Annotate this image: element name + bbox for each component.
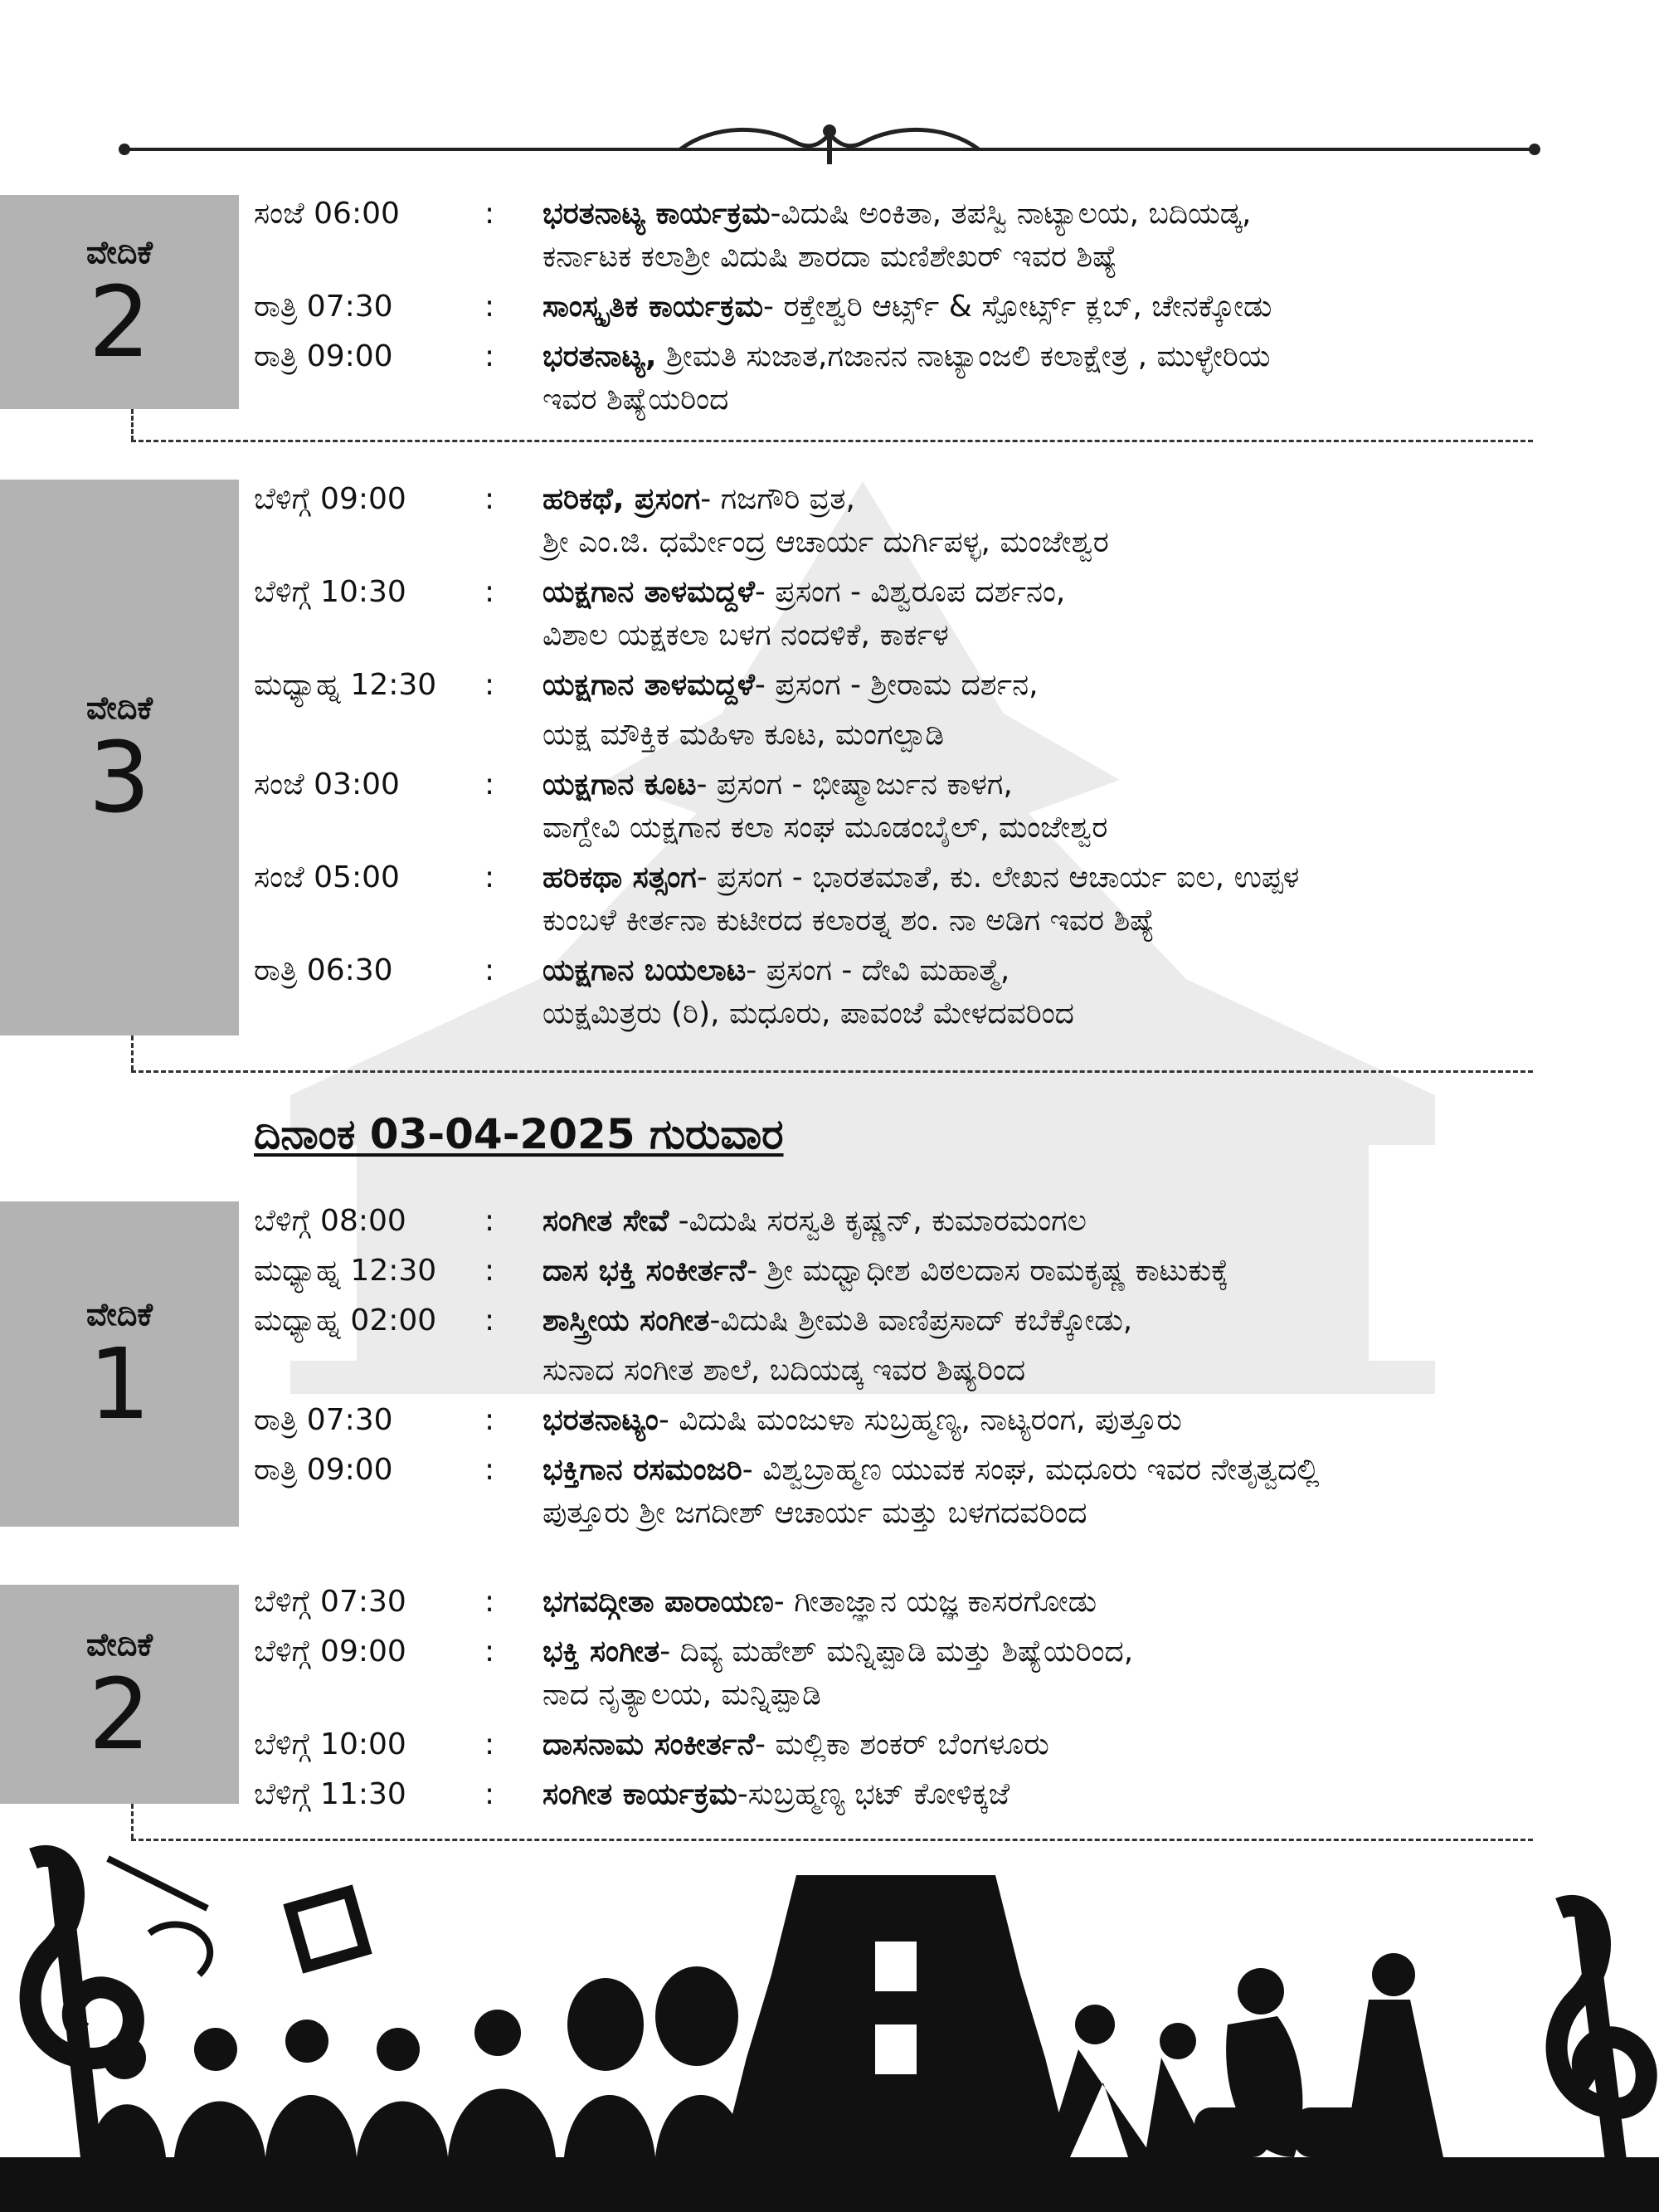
event-title: ಹರಿಕಥೆ, ಪ್ರಸಂಗ — [542, 482, 701, 516]
event-time: ಸಂಜೆ 05:00 — [254, 860, 400, 894]
event-time: ಸಂಜೆ 03:00 — [254, 767, 400, 801]
event-detail: - ಗೀತಾಜ್ಞಾನ ಯಜ್ಞ ಕಾಸರಗೋಡು — [773, 1585, 1097, 1619]
event-time: ಸಂಜೆ 06:00 — [254, 197, 400, 231]
event-title: ಭರತನಾಟ್ಯಂ — [542, 1403, 659, 1437]
event-colon: : — [484, 668, 495, 702]
dash-divider — [131, 1070, 1533, 1073]
event-detail: - ಪ್ರಸಂಗ - ಶ್ರೀರಾಮ ದರ್ಶನ, — [754, 668, 1039, 702]
event-time: ಬೆಳಿಗ್ಗೆ 09:00 — [254, 1635, 406, 1669]
event-detail: -ವಿದುಷಿ ಶ್ರೀಮತಿ ವಾಣಿಪ್ರಸಾದ್ ಕಬೆಕ್ಕೋಡು, — [709, 1303, 1133, 1337]
event-title: ಭಕ್ತಿಗಾನ ರಸಮಂಜರಿ — [542, 1453, 742, 1487]
event-detail-line2: ಪುತ್ತೂರು ಶ್ರೀ ಜಗದೀಶ್ ಆಚಾರ್ಯ ಮತ್ತು ಬಳಗದವರಿಂದ — [542, 1496, 1087, 1530]
event-time: ರಾತ್ರಿ 09:00 — [254, 1453, 393, 1487]
event-detail: - ದಿವ್ಯ ಮಹೇಶ್ ಮನ್ನಿಪ್ಪಾಡಿ ಮತ್ತು ಶಿಷ್ಯೆಯರಿಂದ, — [659, 1635, 1134, 1669]
event-title: ದಾಸ ಭಕ್ತಿ ಸಂಕೀರ್ತನೆ — [542, 1254, 747, 1288]
event-title: ಭರತನಾಟ್ಯ, — [542, 339, 657, 373]
music-notes-icon — [108, 1859, 210, 1975]
event-detail: - ಮಲ್ಲಿಕಾ ಶಂಕರ್ ಬೆಂಗಳೂರು — [755, 1727, 1049, 1761]
event-time: ರಾತ್ರಿ 07:30 — [254, 1403, 393, 1437]
event-title: ಯಕ್ಷಗಾನ ತಾಳಮದ್ದಳೆ — [542, 575, 755, 609]
event-detail-line2: ಸುನಾದ ಸಂಗೀತ ಶಾಲೆ, ಬದಿಯಡ್ಕ ಇವರ ಶಿಷ್ಯರಿಂದ — [542, 1353, 1026, 1387]
event-colon: : — [484, 953, 495, 987]
dash-divider-vertical — [131, 1035, 134, 1070]
event-detail: - ಪ್ರಸಂಗ - ಭೀಷ್ಮಾರ್ಜುನ ಕಾಳಗ, — [696, 767, 1013, 801]
event-colon: : — [484, 1303, 495, 1337]
vedike-label: ವೇದಿಕೆ — [85, 1295, 153, 1333]
event-detail: - ಶ್ರೀ ಮಧ್ವಾಧೀಶ ವಿಠಲದಾಸ ರಾಮಕೃಷ್ಣ ಕಾಟುಕುಕ್ಕೆ — [747, 1254, 1229, 1288]
event-time: ಬೆಳಿಗ್ಗೆ 08:00 — [254, 1204, 406, 1238]
event-detail-line2: ವಿಶಾಲ ಯಕ್ಷಕಲಾ ಬಳಗ ನಂದಳಿಕೆ, ಕಾರ್ಕಳ — [542, 618, 949, 652]
event-detail: -ಸುಬ್ರಹ್ಮಣ್ಯ ಭಟ್ ಕೋಳಿಕ್ಕಜೆ — [737, 1777, 1010, 1811]
event-time: ರಾತ್ರಿ 09:00 — [254, 339, 393, 373]
event-detail: - ಪ್ರಸಂಗ - ಭಾರತಮಾತೆ, ಕು. ಲೇಖನ ಆಚಾರ್ಯ ಐಲ, ಉಪ್ಪಳ — [696, 860, 1300, 894]
event-detail: - ಪ್ರಸಂಗ - ವಿಶ್ವರೂಪ ದರ್ಶನಂ, — [754, 575, 1066, 609]
event-title: ಭರತನಾಟ್ಯ ಕಾರ್ಯಕ್ರಮ — [542, 197, 771, 231]
drum-icon — [290, 1892, 365, 1966]
event-detail-line2: ಕರ್ನಾಟಕ ಕಲಾಶ್ರೀ ವಿದುಷಿ ಶಾರದಾ ಮಣಿಶೇಖರ್ ಇವರ ಶಿಷ್ಯೆ — [542, 240, 1119, 274]
event-colon: : — [484, 860, 495, 894]
vedike-label: ವೇದಿಕೆ — [85, 689, 153, 726]
event-title: ಯಕ್ಷಗಾನ ಬಯಲಾಟ — [542, 953, 747, 987]
event-detail-line2: ನಾದ ನೃತ್ಯಾಲಯ, ಮನ್ನಿಪ್ಪಾಡಿ — [542, 1678, 821, 1712]
event-colon: : — [484, 1635, 495, 1669]
temple-gopuram-icon — [722, 1875, 1070, 2157]
event-detail: - ರಕ್ತೇಶ್ವರಿ ಆರ್ಟ್ಸ್ & ಸ್ಪೋರ್ಟ್ಸ್ ಕ್ಲಬ್, ಚೇನಕ್ಕೋಡು — [763, 290, 1272, 324]
event-time: ರಾತ್ರಿ 06:30 — [254, 953, 393, 987]
event-detail: ಶ್ರೀಮತಿ ಸುಜಾತ,ಗಜಾನನ ನಾಟ್ಯಾಂಜಲಿ ಕಲಾಕ್ಷೇತ್ರ , ಮುಳ್ಳೇರಿಯ — [656, 339, 1271, 373]
event-detail-line2: ವಾಗ್ದೇವಿ ಯಕ್ಷಗಾನ ಕಲಾ ಸಂಘ ಮೂಡಂಬೈಲ್, ಮಂಜೇಶ್ವರ — [542, 811, 1108, 845]
vedike-label: ವೇದಿಕೆ — [85, 233, 153, 270]
event-time: ಬೆಳಿಗ್ಗೆ 11:30 — [254, 1777, 406, 1811]
event-time: ರಾತ್ರಿ 07:30 — [254, 290, 393, 324]
event-title: ದಾಸನಾಮ ಸಂಕೀರ್ತನೆ — [542, 1727, 756, 1761]
event-time: ಬೆಳಿಗ್ಗೆ 10:30 — [254, 575, 406, 609]
top-ornament — [116, 116, 1543, 183]
vedike-number: 2 — [88, 1656, 151, 1771]
event-time: ಬೆಳಿಗ್ಗೆ 09:00 — [254, 482, 406, 516]
event-title: ಯಕ್ಷಗಾನ ಕೂಟ — [542, 767, 697, 801]
event-detail-line2: ಯಕ್ಷಮಿತ್ರರು (ರಿ), ಮಧೂರು, ಪಾವಂಜೆ ಮೇಳದವರಿಂದ — [542, 996, 1074, 1030]
event-detail: -ವಿದುಷಿ ಅಂಕಿತಾ, ತಪಸ್ವಿ ನಾಟ್ಯಾಲಯ, ಬದಿಯಡ್ಕ, — [770, 197, 1252, 231]
vedike-number: 2 — [88, 264, 151, 379]
event-title: ಸಾಂಸ್ಕೃತಿಕ ಕಾರ್ಯಕ್ರಮ — [542, 290, 764, 324]
event-colon: : — [484, 290, 495, 324]
performers-silhouette — [0, 1809, 1659, 2212]
event-colon: : — [484, 1727, 495, 1761]
event-colon: : — [484, 1585, 495, 1619]
dash-divider-vertical — [131, 409, 134, 441]
event-detail-line2: ಶ್ರೀ ಎಂ.ಜಿ. ಧರ್ಮೇಂದ್ರ ಆಚಾರ್ಯ ದುರ್ಗಿಪಳ್ಳ, ಮಂಜೇಶ್ವರ — [542, 525, 1109, 559]
event-detail: - ಪ್ರಸಂಗ - ದೇವಿ ಮಹಾತ್ಮೆ, — [746, 953, 1010, 987]
event-title: ಸಂಗೀತ ಸೇವೆ — [542, 1204, 669, 1238]
event-detail-line2: ಯಕ್ಷ ಮೌಕ್ತಿಕ ಮಹಿಳಾ ಕೂಟ, ಮಂಗಲ್ಪಾಡಿ — [542, 718, 945, 752]
vedike-box — [0, 1201, 239, 1527]
treble-clef-icon — [1557, 1906, 1647, 2174]
event-colon: : — [484, 339, 495, 373]
footer-bar — [0, 2157, 1659, 2212]
event-colon: : — [484, 482, 495, 516]
event-detail: -ವಿದುಷಿ ಸರಸ್ವತಿ ಕೃಷ್ಣನ್, ಕುಮಾರಮಂಗಲ — [669, 1204, 1087, 1238]
event-colon: : — [484, 575, 495, 609]
event-time: ಮಧ್ಯಾಹ್ನ 12:30 — [254, 668, 437, 702]
event-time: ಮಧ್ಯಾಹ್ನ 02:00 — [254, 1303, 437, 1337]
dash-divider — [131, 440, 1533, 442]
event-colon: : — [484, 1254, 495, 1288]
event-title: ಸಂಗೀತ ಕಾರ್ಯಕ್ರಮ — [542, 1777, 737, 1811]
event-time: ಬೆಳಿಗ್ಗೆ 10:00 — [254, 1727, 406, 1761]
event-detail: - ಗಜಗೌರಿ ವ್ರತ, — [700, 482, 855, 516]
event-detail-line2: ಕುಂಬಳೆ ಕೀರ್ತನಾ ಕುಟೀರದ ಕಲಾರತ್ನ ಶಂ. ನಾ ಅಡಿಗ ಇವರ ಶಿಷ್ಯೆ — [542, 904, 1156, 938]
event-title: ಯಕ್ಷಗಾನ ತಾಳಮದ್ದಳೆ — [542, 668, 755, 702]
event-time: ಮಧ್ಯಾಹ್ನ 12:30 — [254, 1254, 437, 1288]
event-title: ಭಕ್ತಿ ಸಂಗೀತ — [542, 1635, 660, 1669]
event-title: ಶಾಸ್ತ್ರೀಯ ಸಂಗೀತ — [542, 1303, 710, 1337]
event-colon: : — [484, 767, 495, 801]
vedike-number: 1 — [88, 1326, 151, 1441]
vedike-box — [0, 480, 239, 1035]
event-colon: : — [484, 197, 495, 231]
event-detail: - ವಿಶ್ವಬ್ರಾಹ್ಮಣ ಯುವಕ ಸಂಘ, ಮಧೂರು ಇವರ ನೇತೃತ್ವದಲ್ಲಿ — [742, 1453, 1320, 1487]
vedike-label: ವೇದಿಕೆ — [85, 1625, 153, 1663]
event-detail-line2: ಇವರ ಶಿಷ್ಯೆಯರಿಂದ — [542, 382, 729, 417]
event-colon: : — [484, 1403, 495, 1437]
vedike-box — [0, 1585, 239, 1804]
event-colon: : — [484, 1453, 495, 1487]
event-title: ಭಗವದ್ಗೀತಾ ಪಾರಾಯಣ — [542, 1585, 774, 1619]
event-detail: - ವಿದುಷಿ ಮಂಜುಳಾ ಸುಬ್ರಹ್ಮಣ್ಯ, ನಾಟ್ಯರಂಗ, ಪುತ್ತೂರು — [658, 1403, 1182, 1437]
vedike-number: 3 — [88, 719, 151, 835]
event-title: ಹರಿಕಥಾ ಸತ್ಸಂಗ — [542, 860, 697, 894]
vedike-box — [0, 195, 239, 409]
date-heading: ದಿನಾಂಕ 03-04-2025 ಗುರುವಾರ — [254, 1110, 784, 1158]
event-colon: : — [484, 1204, 495, 1238]
event-time: ಬೆಳಿಗ್ಗೆ 07:30 — [254, 1585, 406, 1619]
event-colon: : — [484, 1777, 495, 1811]
